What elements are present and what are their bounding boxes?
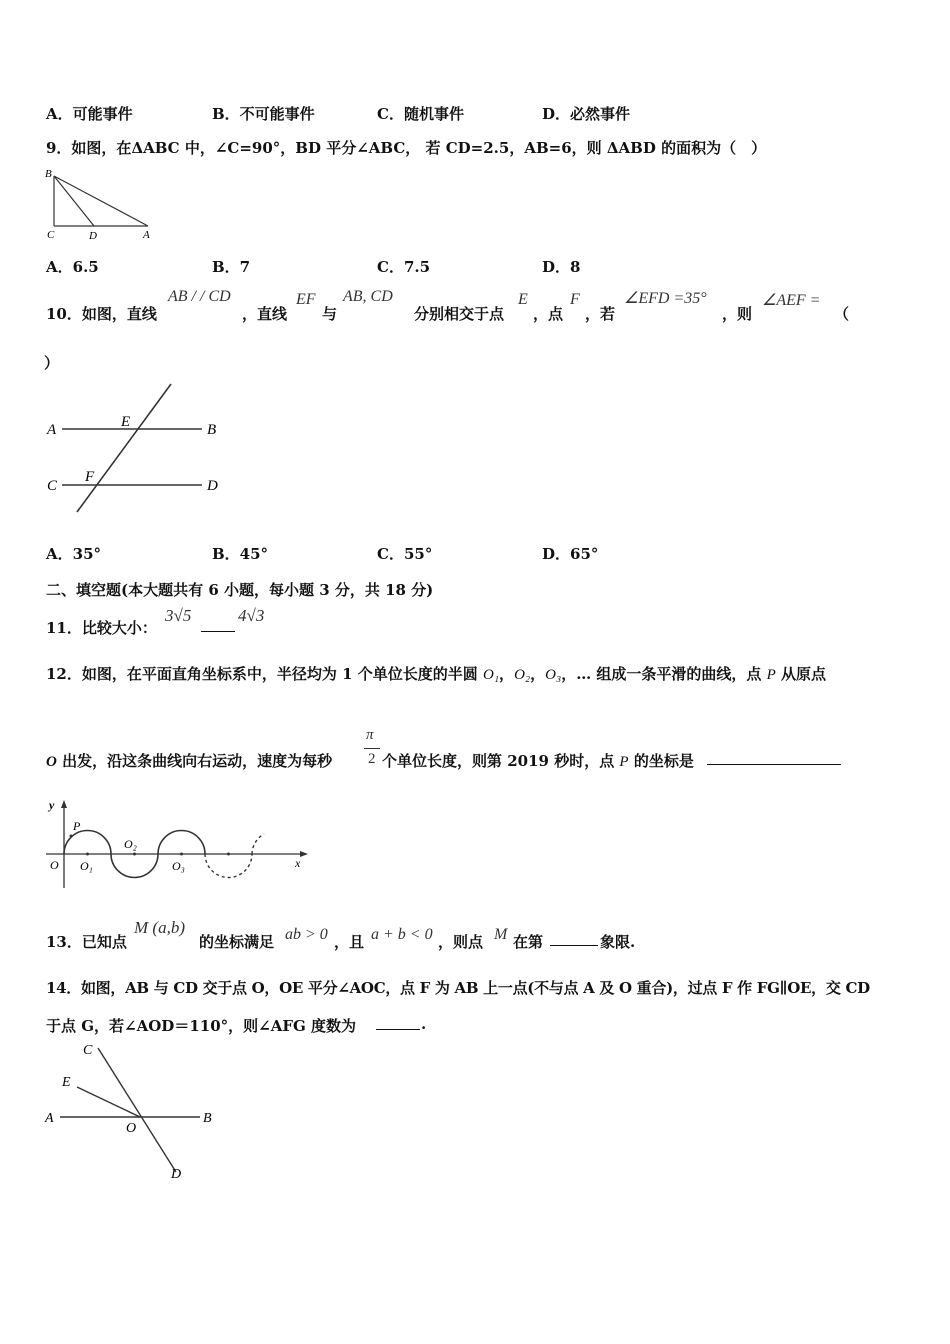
q12-label-o3: O₃: [172, 859, 185, 873]
q9-option-c: C．7.5: [377, 258, 431, 276]
q14-label-a: A: [45, 1111, 54, 1126]
q10-option-a: A．35°: [46, 545, 102, 563]
q10-close-paren: ）: [44, 354, 60, 372]
q11-question: 11．比较大小：: [46, 619, 157, 637]
q10-label-a: A: [47, 422, 57, 438]
q9-option-d: D．8: [542, 258, 581, 276]
q12-label-o1: O₁: [80, 859, 93, 873]
q13-math-m: M: [494, 926, 508, 943]
q9-label-c: C: [47, 229, 55, 241]
q12-fraction-num: π: [366, 727, 374, 743]
q14-answer-blank[interactable]: [376, 1015, 420, 1030]
q13-text-5: 在第: [513, 933, 544, 951]
q12-fraction-den: 2: [368, 751, 376, 767]
q12-label-o: O: [50, 858, 59, 872]
q12-line-1: [46, 663, 826, 684]
q13-text-3: ，且: [334, 933, 365, 951]
q14-line-2: 于点 G，若∠AOD＝110°，则∠AFG 度数为: [46, 1017, 357, 1035]
q10-text-3: 与: [322, 305, 338, 323]
section-2-title: 二、填空题(本大题共有 6 小题，每小题 3 分，共 18 分): [46, 581, 434, 599]
q10-text-5: ，点: [533, 305, 564, 323]
q13-math-sum-negative: a + b < 0: [371, 926, 433, 943]
q12-label-p: P: [73, 819, 81, 833]
q12-o3: O₃: [545, 667, 562, 683]
q12-label-y: y: [49, 798, 55, 812]
q9-option-b: B．7: [212, 258, 251, 276]
q12-o1: O₁: [482, 667, 500, 683]
q13-text-4: ，则点: [438, 933, 484, 951]
q12-p: P: [766, 667, 776, 683]
q12-line-2-a: [46, 750, 332, 771]
q10-text-4: 分别相交于点: [414, 305, 505, 323]
q10-text-6: ，若: [585, 305, 616, 323]
q10-text-2: ，直线: [242, 305, 288, 323]
q12-text-c: 从原点: [775, 665, 827, 683]
q12-text-b: ，… 组成一条平滑的曲线，点: [561, 665, 767, 683]
q10-label-f: F: [85, 469, 95, 485]
q10-math-angle-aef: ∠AEF =: [762, 292, 821, 309]
q10-label-d: D: [207, 478, 218, 494]
q12-semicircle-curve-figure: [40, 796, 310, 892]
q10-math-ab-parallel-cd: AB / / CD: [168, 288, 231, 305]
q13-text-1: 13．已知点: [46, 933, 127, 951]
q9-question: 9．如图，在ΔABC 中，∠C=90°，BD 平分∠ABC， 若 CD=2.5，AB=6，则 ΔABD 的面积为（ ）: [46, 139, 767, 157]
q12-sep-2: ，: [530, 665, 546, 683]
q12-label-x: x: [295, 856, 301, 870]
q10-parallel-lines-figure: [40, 378, 230, 518]
q13-text-2: 的坐标满足: [199, 933, 275, 951]
q14-line-1: 14．如图，AB 与 CD 交于点 O，OE 平分∠AOC，点 F 为 AB 上一点(不与点 A 及 O 重合)，过点 F 作 FG∥OE，交 CD: [46, 979, 870, 997]
q14-intersecting-lines-figure: [40, 1038, 225, 1188]
q10-label-c: C: [47, 478, 58, 494]
q9-label-a: A: [143, 229, 150, 241]
q11-right-value: 4√3: [238, 606, 265, 625]
q10-text-8: （: [834, 305, 850, 323]
q11-left-value: 3√5: [165, 606, 192, 625]
q10-label-e: E: [121, 414, 131, 430]
q14-label-d: D: [171, 1167, 182, 1182]
q10-text-7: ，则: [722, 305, 753, 323]
q10-label-b: B: [207, 422, 217, 438]
q10-math-angle-efd: ∠EFD =35°: [624, 290, 707, 307]
q8-option-d: D．必然事件: [542, 105, 631, 123]
q10-math-f: F: [570, 291, 580, 308]
q12-line-2-b: [382, 750, 694, 771]
q10-text-1: 10．如图，直线: [46, 305, 157, 323]
q14-line-2-end: .: [421, 1015, 427, 1033]
q14-label-b: B: [203, 1111, 212, 1126]
q12-origin-o: O: [46, 754, 57, 770]
q12-label-o2: O₂: [124, 837, 137, 851]
q14-label-c: C: [83, 1043, 93, 1058]
q8-option-a: A．可能事件: [46, 105, 133, 123]
q12-text-a: 12．如图，在平面直角坐标系中，半径均为 1 个单位长度的半圆: [46, 665, 483, 683]
q14-label-e: E: [62, 1075, 71, 1090]
q13-answer-blank[interactable]: [550, 931, 598, 946]
q12-text-f: 的坐标是: [628, 752, 694, 770]
q10-option-d: D．65°: [542, 545, 599, 563]
q10-math-e: E: [518, 291, 528, 308]
q10-option-c: C．55°: [377, 545, 433, 563]
q13-text-6: 象限.: [600, 933, 636, 951]
q13-math-point-m: M (a,b): [134, 918, 185, 937]
q9-label-d: D: [89, 230, 97, 242]
q12-o2: O₂: [514, 667, 531, 683]
q10-math-ef: EF: [296, 291, 316, 308]
q12-text-d: 出发，沿这条曲线向右运动，速度为每秒: [56, 752, 333, 770]
q12-text-e: 个单位长度，则第 2019 秒时，点: [382, 752, 620, 770]
q9-label-b: B: [45, 168, 52, 180]
q9-triangle-figure: [40, 164, 160, 242]
q9-option-a: A．6.5: [46, 258, 99, 276]
q12-fraction-bar: [364, 748, 380, 749]
q12-sep-1: ，: [499, 665, 515, 683]
q10-math-ab-cd: AB, CD: [343, 288, 393, 305]
q13-math-ab-positive: ab > 0: [285, 926, 328, 943]
q10-option-b: B．45°: [212, 545, 269, 563]
q14-label-o: O: [126, 1121, 137, 1136]
q8-option-c: C．随机事件: [377, 105, 464, 123]
q12-p-2: P: [619, 754, 629, 770]
q11-answer-blank[interactable]: [201, 617, 235, 632]
q8-option-b: B．不可能事件: [212, 105, 315, 123]
q12-answer-blank[interactable]: [707, 750, 841, 765]
